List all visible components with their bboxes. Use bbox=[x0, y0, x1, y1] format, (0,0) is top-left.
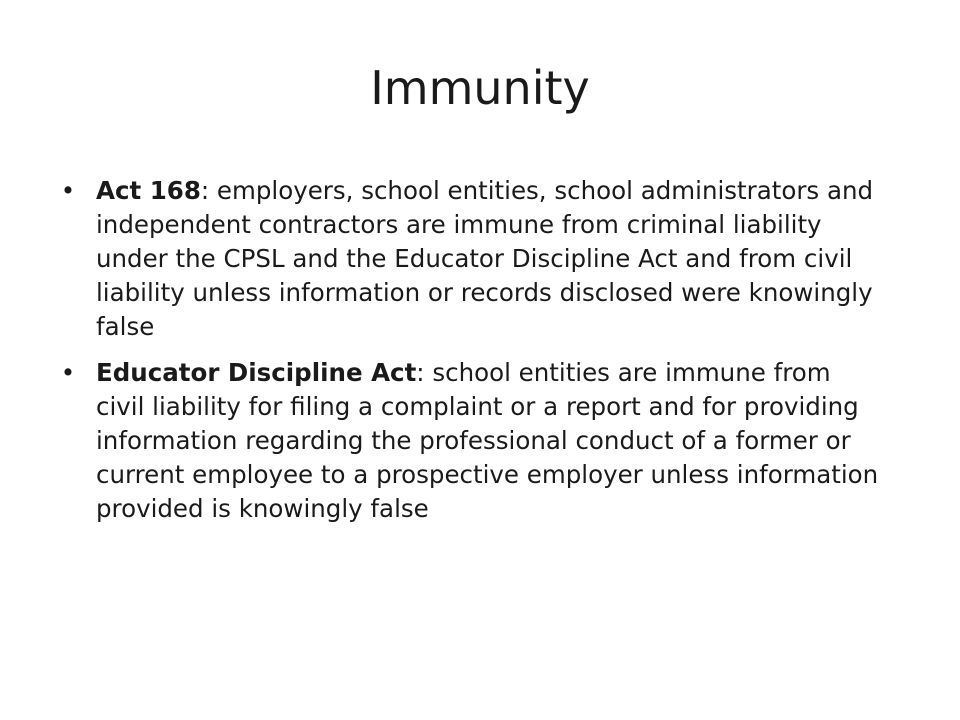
bullet-text: employers, school entities, school administrators and independent contractors are immune from criminal liability under the CPSL and the Educator Discipline Act and from civil liability unless information or records disclosed were knowingly false bbox=[96, 176, 874, 341]
bullet-icon: • bbox=[60, 176, 76, 205]
bullet-separator: : bbox=[200, 176, 210, 205]
bullet-lead: Educator Discipline Act bbox=[96, 358, 417, 387]
bullet-lead: Act 168 bbox=[96, 176, 201, 205]
bullet-text: school entities are immune from civil liability for filing a complaint or a report and for providing information regarding the professional conduct of a former or current employee to a prospective employer unless information provided is knowingly false bbox=[96, 358, 879, 523]
slide-title: Immunity bbox=[370, 61, 590, 115]
bullet-separator: : bbox=[416, 358, 425, 387]
bullet-item-educator-discipline-act bbox=[60, 356, 886, 526]
bullet-item-act-168 bbox=[60, 174, 886, 344]
bullet-icon: • bbox=[60, 358, 76, 387]
bullet-list bbox=[60, 174, 886, 538]
